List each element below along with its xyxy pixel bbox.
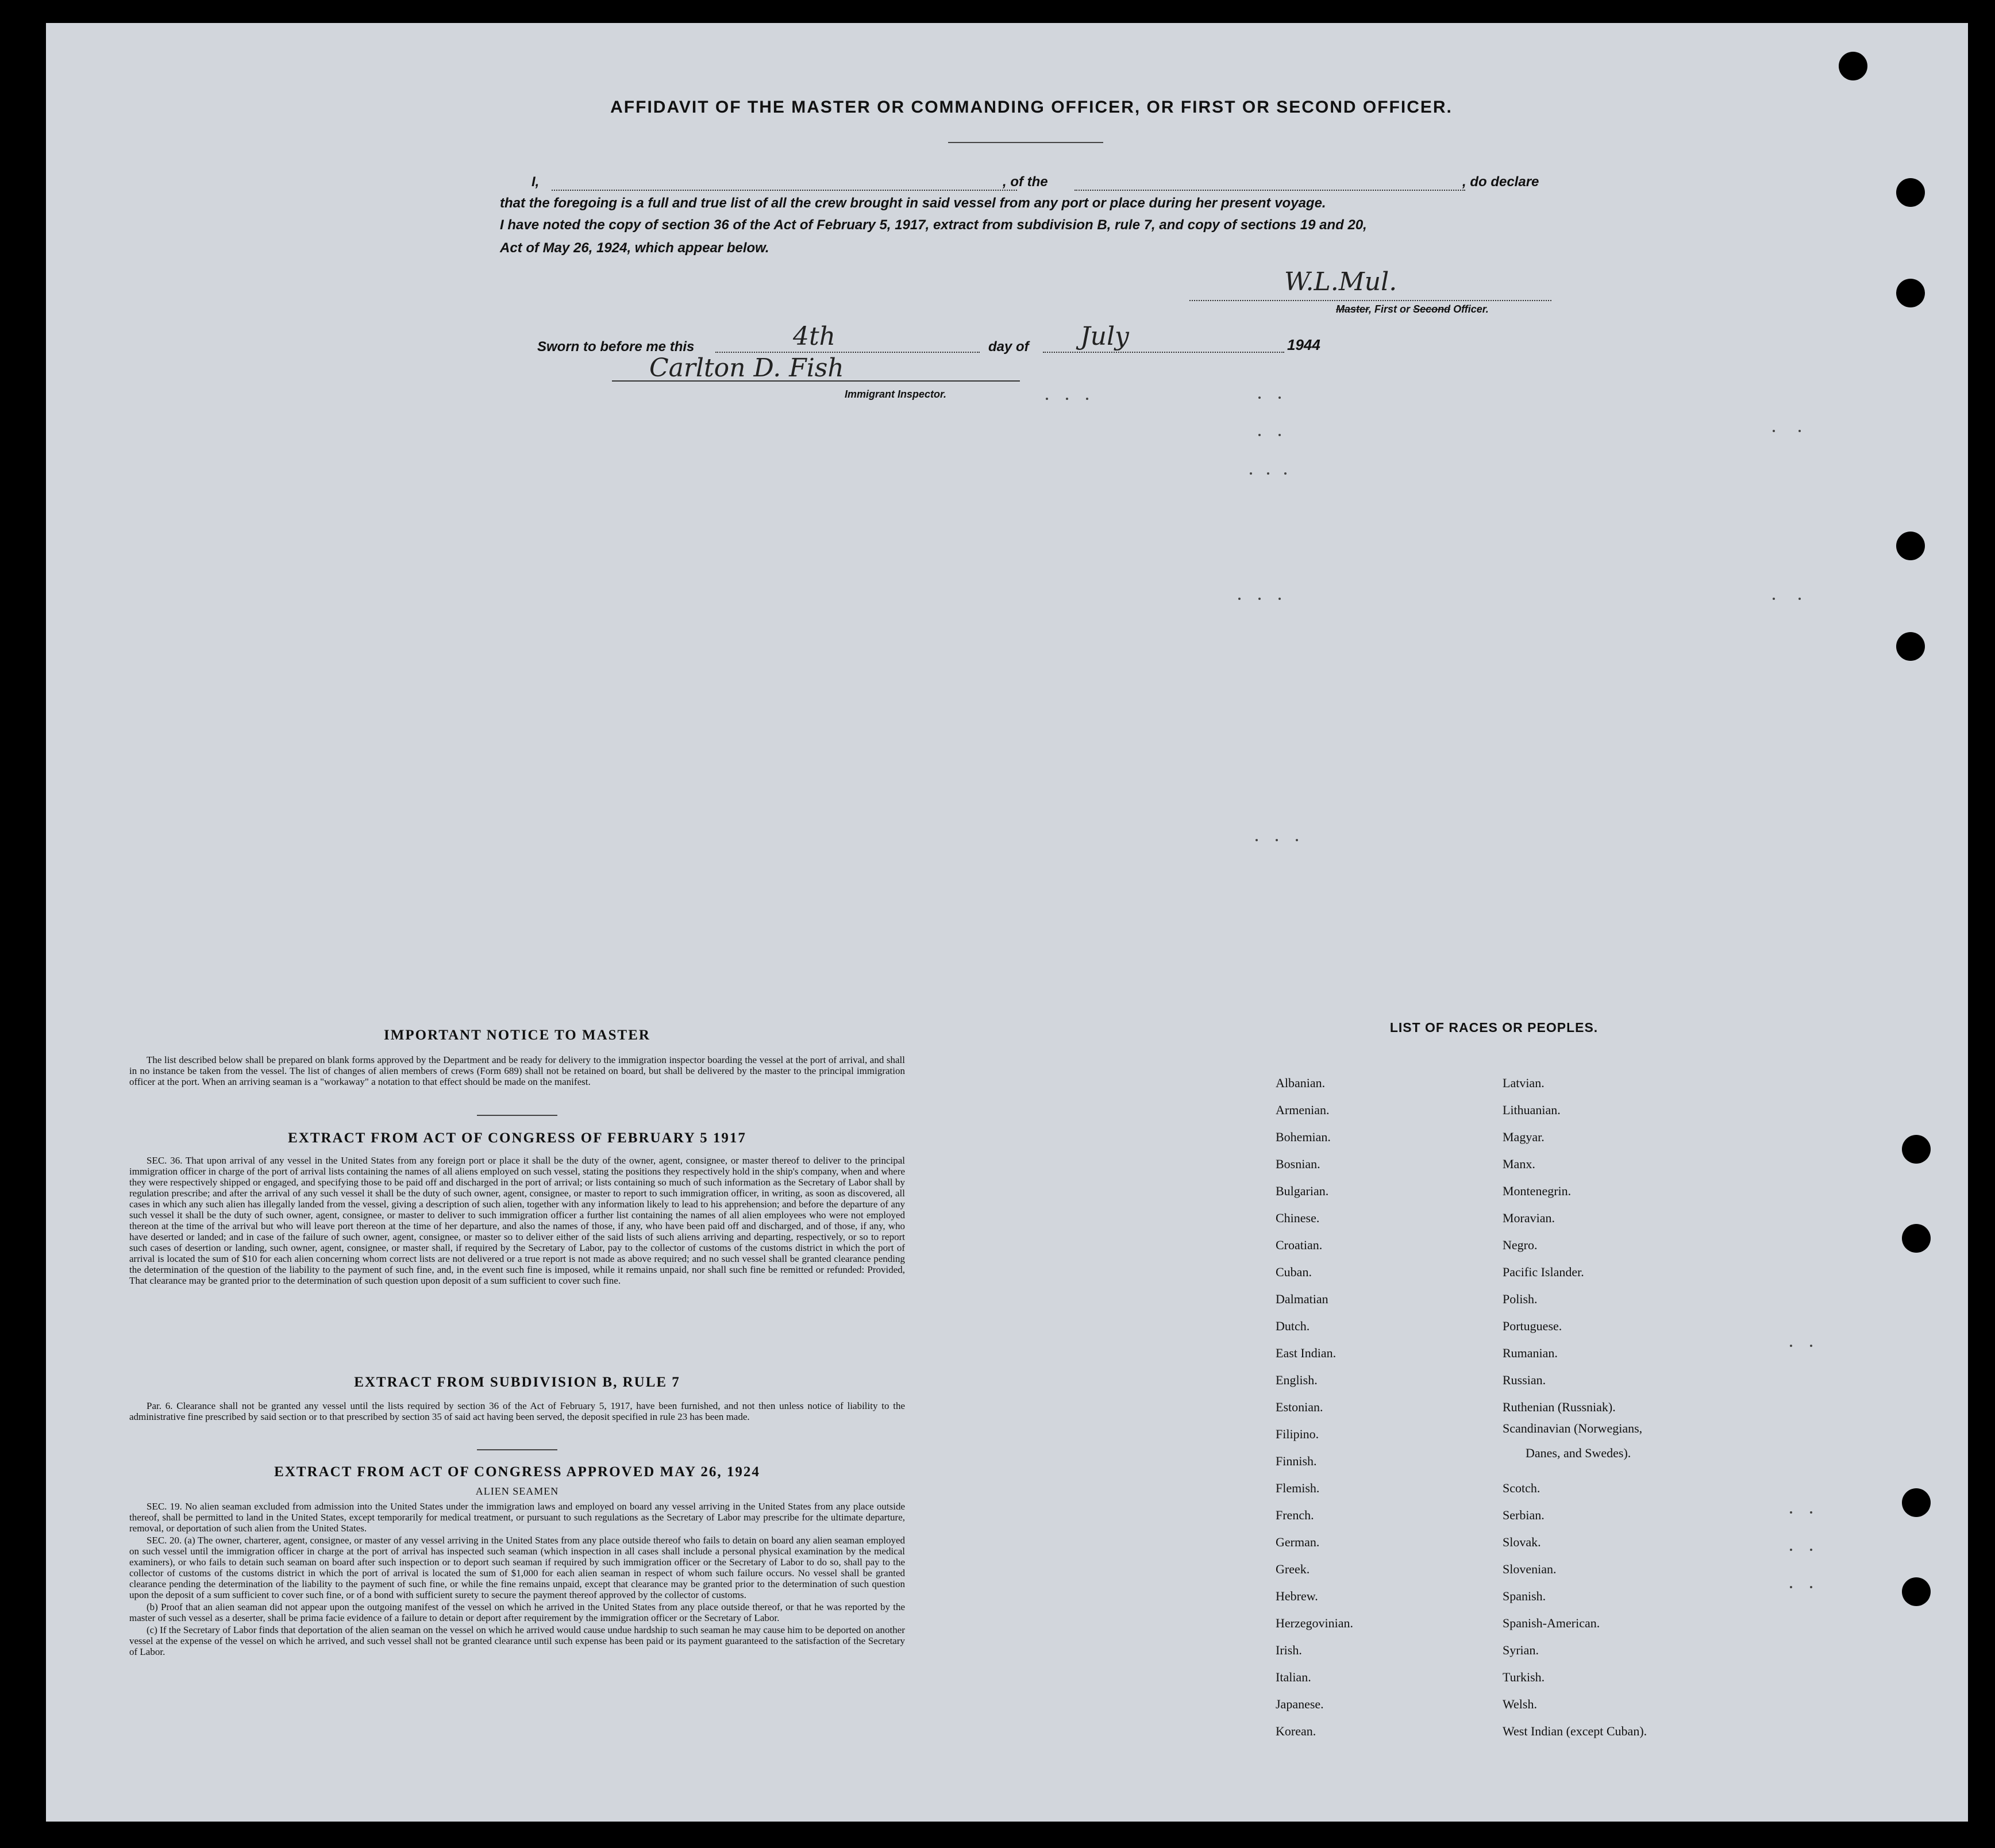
rule7-heading: EXTRACT FROM SUBDIVISION B, RULE 7 xyxy=(354,1375,680,1390)
race-item: Albanian. xyxy=(1276,1076,1326,1090)
race-item: French. xyxy=(1276,1508,1314,1522)
race-item: Dalmatian xyxy=(1276,1292,1328,1306)
scan-speck xyxy=(1278,396,1281,399)
extract-1924-heading: EXTRACT FROM ACT OF CONGRESS APPROVED MAY 26, 1924 xyxy=(274,1464,760,1480)
affidavit-of-label: , of the xyxy=(1003,174,1048,190)
race-item: Bohemian. xyxy=(1276,1130,1331,1144)
scan-speck xyxy=(1790,1586,1792,1588)
scan-speck xyxy=(1278,598,1281,600)
race-item: Spanish-American. xyxy=(1503,1616,1600,1630)
alien-seamen-subheading: ALIEN SEAMEN xyxy=(475,1485,559,1497)
race-item: Flemish. xyxy=(1276,1481,1320,1495)
scan-speck xyxy=(1258,434,1261,436)
affidavit-text-line3: I have noted the copy of section 36 of the Act of February 5, 1917, extract from subdivision B, rule 7, and copy of sections 19 and 20, xyxy=(500,217,1367,233)
month-blank xyxy=(1043,352,1284,353)
extract-1917-text: SEC. 36. That upon arrival of any vessel in the United States from any foreign port or place it shall be the duty of the owner, agent, consignee, or master thereof to deliver to the principal immigration officer in charge of the port of arrival lists containing the names of all aliens employed on such vessel, stating the positions they respectively hold in the ship's company, when and where they were respectively shipped or engaged, and specifying those to be paid off and discharged in the port of arrival; or lists containing so much of such information as the Secretary of Labor shall by regulation prescribe; and after the arrival of any such vessel it shall be the duty of such owner, agent, consignee, or master to report to such immigration officer, in writing, as soon as discovered, all cases in which any such alien has illegally landed from the vessel, giving a description of such alien, together with any information likely to lead to his apprehension; and before the departure of any such vessel it shall be the duty of such owner, agent, consignee, or master to deliver to such immigration officer a further list containing the names of all alien employees who were not employed thereon at the time of the arrival but who will leave port thereon at the time of her departure, and also the names of those, if any, who have been paid off and discharged, and of those, if any, who have deserted or landed; and in case of the failure of such owner, agent, consignee, or master so to deliver either of the said lists of such aliens arriving and departing, respectively, or so to report such cases of desertion or landing, such owner, agent, consignee, or master shall, if required by the Secretary of Labor, pay to the collector of customs of the customs district in which the port of arrival is located the sum of $10 for each alien concerning whom correct lists are not delivered or a true report is not made as above required; and no such vessel shall be granted clearance pending the determination of the question of the liability to the payment of such fine, and, in the event such fine is imposed, while it remains unpaid, nor shall such fine be remitted or refunded: Provided, That clearance may be granted prior to the determination of such question upon deposit of a sum sufficient to cover such fine. xyxy=(129,1155,905,1286)
sec20a-text: SEC. 20. (a) The owner, charterer, agent, consignee, or master of any vessel arriving in the United States from any place outside thereof who fails to detain on board any alien seaman employed on such vessel until the immigration officer in charge at the port of arrival has inspected such seaman (which inspection in all cases shall include a personal physical examination by the medical examiners), or who fails to detain such seaman on board after such inspection or to deport such seaman if required by such immigration officer or the Secretary of Labor to do so, shall pay to the collector of customs of the customs district in which the port of arrival is located the sum of $1,000 for each alien seaman in respect of whom such failure occurs. No vessel shall be granted clearance pending the determination of the liability to the payment of such fine, or while the fine remains unpaid, except that clearance may be granted prior to the determination of such question upon the deposit of a sum sufficient to cover such fine, or of a bond with sufficient surety to secure the payment thereof approved by the collector of customs. xyxy=(129,1535,905,1600)
scan-speck xyxy=(1296,839,1298,841)
section-rule xyxy=(477,1115,557,1116)
title-rule xyxy=(948,142,1103,143)
race-item: Latvian. xyxy=(1503,1076,1545,1090)
race-item: Chinese. xyxy=(1276,1211,1320,1225)
race-item: Negro. xyxy=(1503,1238,1538,1252)
punch-hole xyxy=(1896,178,1925,207)
punch-hole xyxy=(1902,1224,1931,1253)
race-item: Portuguese. xyxy=(1503,1319,1562,1333)
race-item: Dutch. xyxy=(1276,1319,1310,1333)
punch-hole xyxy=(1902,1135,1931,1164)
vessel-name-blank xyxy=(1074,190,1465,191)
race-item: Slovak. xyxy=(1503,1535,1541,1549)
caption-master: Master xyxy=(1336,303,1369,315)
sworn-day-handwritten: 4th xyxy=(793,322,836,351)
punch-hole xyxy=(1902,1488,1931,1517)
year-label: 1944 xyxy=(1287,336,1320,353)
rule7-paragraph xyxy=(129,1400,905,1423)
extract-1917-paragraph xyxy=(129,1155,905,1287)
notice-heading: IMPORTANT NOTICE TO MASTER xyxy=(384,1027,650,1043)
scan-speck xyxy=(1790,1511,1792,1514)
race-item: Slovenian. xyxy=(1503,1562,1557,1576)
scan-speck xyxy=(1810,1511,1812,1514)
race-item: Rumanian. xyxy=(1503,1346,1558,1360)
notice-paragraph xyxy=(129,1054,905,1088)
race-item: Moravian. xyxy=(1503,1211,1555,1225)
punch-hole xyxy=(1839,52,1867,80)
sec19-text: SEC. 19. No alien seaman excluded from admission into the United States under the immigration laws and employed on board any vessel arriving in the United States from any place outside thereof, shall be permitted to land in the United States, except temporarily for medical treatment, or pursuant to such regulations as the Secretary of Labor may prescribe for the ultimate departure, removal, or deportation of such alien from the United States. xyxy=(129,1501,905,1534)
race-item: Cuban. xyxy=(1276,1265,1312,1279)
race-item: Lithuanian. xyxy=(1503,1103,1561,1117)
race-item: Finnish. xyxy=(1276,1454,1317,1468)
day-of-label: day of xyxy=(988,339,1029,355)
race-item-continuation: Danes, and Swedes). xyxy=(1526,1446,1631,1460)
race-item: Welsh. xyxy=(1503,1697,1537,1711)
inspector-caption: Immigrant Inspector. xyxy=(845,388,947,400)
races-list-title: LIST OF RACES OR PEOPLES. xyxy=(1389,1020,1599,1035)
affidavit-i-label: I, xyxy=(532,174,540,190)
race-item: Russian. xyxy=(1503,1373,1546,1387)
scan-speck xyxy=(1773,598,1775,600)
extract-1917-heading: EXTRACT FROM ACT OF CONGRESS OF FEBRUARY 5 1917 xyxy=(288,1130,746,1146)
scan-speck xyxy=(1810,1549,1812,1551)
scan-speck xyxy=(1066,398,1068,400)
scan-speck xyxy=(1276,839,1278,841)
race-item: Italian. xyxy=(1276,1670,1311,1684)
scan-speck xyxy=(1798,430,1801,432)
race-item: Japanese. xyxy=(1276,1697,1324,1711)
race-item: Greek. xyxy=(1276,1562,1310,1576)
notice-text: The list described below shall be prepared on blank forms approved by the Department and be ready for delivery to the immigration inspector boarding the vessel at the port of arrival, and shall in no instance be taken from the vessel. The list of changes of alien members of crews (Form 689) shall not be retained on board, but shall be delivered by the master to the principal immigration officer at the port. When an arriving seaman is a "workaway" a notation to that effect should be made on the manifest. xyxy=(129,1054,905,1087)
race-item: Filipino. xyxy=(1276,1427,1319,1441)
race-item: Manx. xyxy=(1503,1157,1535,1171)
race-item: West Indian (except Cuban). xyxy=(1503,1724,1647,1738)
scan-speck xyxy=(1773,430,1775,432)
scan-speck xyxy=(1258,396,1261,399)
race-item: Scandinavian (Norwegians, xyxy=(1503,1421,1643,1435)
month-handwritten: July xyxy=(1080,322,1129,351)
race-item: Irish. xyxy=(1276,1643,1302,1657)
extract-1924-paragraph xyxy=(129,1501,905,1658)
race-item: Croatian. xyxy=(1276,1238,1323,1252)
master-name-blank xyxy=(552,190,1017,191)
race-item: German. xyxy=(1276,1535,1320,1549)
race-item: Pacific Islander. xyxy=(1503,1265,1584,1279)
race-item: English. xyxy=(1276,1373,1318,1387)
race-item: Magyar. xyxy=(1503,1130,1545,1144)
scan-speck xyxy=(1790,1549,1792,1551)
scan-speck xyxy=(1790,1345,1792,1347)
scan-speck xyxy=(1284,472,1287,475)
rule7-text: Par. 6. Clearance shall not be granted any vessel until the lists required by section 36 of the Act of February 5, 1917, have been furnished, and not then unless notice of liability to the administrative fine prescribed by said section or to that prescribed by section 35 of said act having been served, the deposit specified in rule 23 has been made. xyxy=(129,1400,905,1422)
race-item: Bulgarian. xyxy=(1276,1184,1329,1198)
caption-first: , First or xyxy=(1369,303,1414,315)
race-item: Serbian. xyxy=(1503,1508,1545,1522)
inspector-line xyxy=(612,380,1020,382)
affidavit-declare-label: , do declare xyxy=(1462,174,1539,190)
punch-hole xyxy=(1896,279,1925,307)
race-item: Scotch. xyxy=(1503,1481,1540,1495)
sec20b-text: (b) Proof that an alien seaman did not appear upon the outgoing manifest of the vessel on which he arrived in the United States from any place outside thereof, or that he was reported by the master of such vessel as a deserter, shall be prima facie evidence of a failure to detain or deport after requirement by the immigration officer or the Secretary of Labor. xyxy=(129,1601,905,1623)
race-item: Estonian. xyxy=(1276,1400,1323,1414)
race-item: Syrian. xyxy=(1503,1643,1539,1657)
signature-caption xyxy=(1336,303,1489,315)
scan-speck xyxy=(1086,398,1088,400)
scan-speck xyxy=(1810,1586,1812,1588)
race-item: Herzegovinian. xyxy=(1276,1616,1353,1630)
punch-hole xyxy=(1896,632,1925,661)
race-item: Ruthenian (Russniak). xyxy=(1503,1400,1616,1414)
caption-officer: Officer. xyxy=(1450,303,1489,315)
punch-hole xyxy=(1896,532,1925,560)
affidavit-text-line4: Act of May 26, 1924, which appear below. xyxy=(500,240,769,256)
race-item: Montenegrin. xyxy=(1503,1184,1572,1198)
section-rule xyxy=(477,1449,557,1450)
race-item: Bosnian. xyxy=(1276,1157,1320,1171)
scan-speck xyxy=(1255,839,1258,841)
scan-speck xyxy=(1267,472,1269,475)
scan-speck xyxy=(1238,598,1241,600)
sec20c-text: (c) If the Secretary of Labor finds that deportation of the alien seaman on the vessel on which he arrived would cause undue hardship to such seaman he may cause him to be deported on another vessel at the expense of the vessel on which he arrived, and such vessel shall not be granted clearance until such expense has been paid or its payment guaranteed to the satisfaction of the Secretary of Labor. xyxy=(129,1624,905,1657)
officer-signature: W.L.Mul. xyxy=(1284,267,1397,297)
race-item: Korean. xyxy=(1276,1724,1316,1738)
race-item: East Indian. xyxy=(1276,1346,1337,1360)
scan-speck xyxy=(1278,434,1281,436)
race-item: Polish. xyxy=(1503,1292,1538,1306)
scan-speck xyxy=(1798,598,1801,600)
scan-speck xyxy=(1046,398,1048,400)
race-item: Spanish. xyxy=(1503,1589,1546,1603)
punch-hole xyxy=(1902,1577,1931,1606)
affidavit-text-line2: that the foregoing is a full and true list of all the crew brought in said vessel from any port or place during her present voyage. xyxy=(500,195,1326,211)
scan-speck xyxy=(1258,598,1261,600)
scan-speck xyxy=(1810,1345,1812,1347)
affidavit-title: AFFIDAVIT OF THE MASTER OR COMMANDING OFFICER, OR FIRST OR SECOND OFFICER. xyxy=(610,98,1453,117)
signature-line xyxy=(1189,300,1551,301)
sworn-day-blank xyxy=(715,352,980,353)
race-item: Armenian. xyxy=(1276,1103,1330,1117)
caption-second: Second xyxy=(1413,303,1451,315)
inspector-signature: Carlton D. Fish xyxy=(649,353,844,383)
race-item: Turkish. xyxy=(1503,1670,1545,1684)
race-item: Hebrew. xyxy=(1276,1589,1318,1603)
sworn-label: Sworn to before me this xyxy=(537,339,695,355)
scan-speck xyxy=(1250,472,1252,475)
